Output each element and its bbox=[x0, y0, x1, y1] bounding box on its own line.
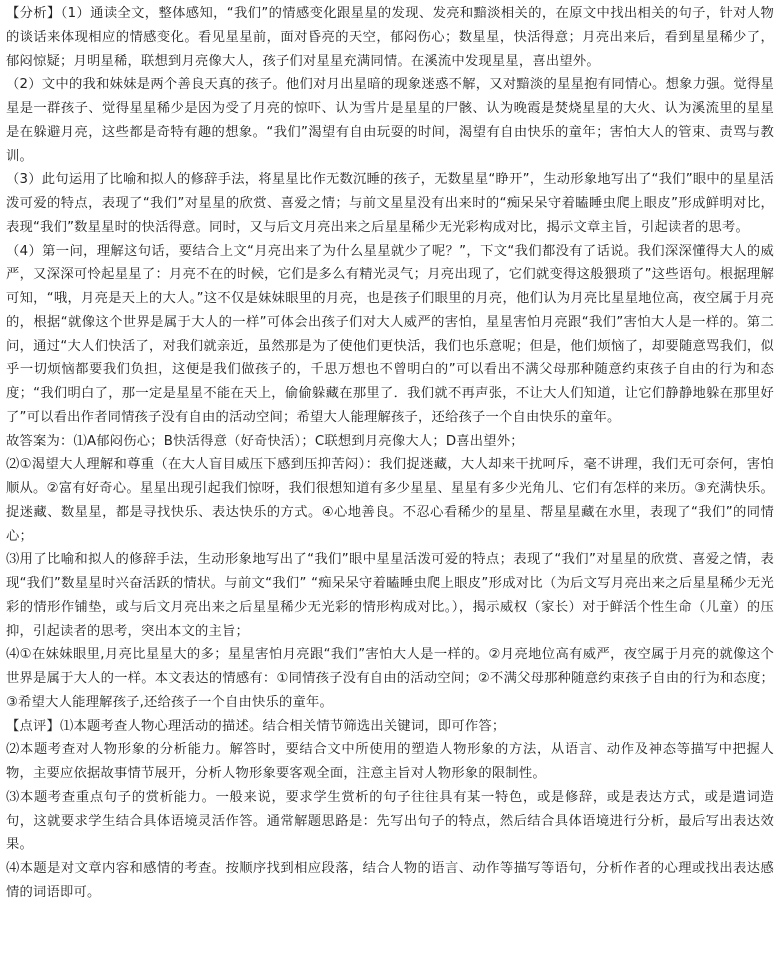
answer-part-4: ⑷①在妹妹眼里,月亮比星星大的多；星星害怕月亮跟“我们”害怕大人是一样的。②月亮地位高有威严，夜空属于月亮的就像这个世界是属于大人的一样。本文表达的情感有：①同情孩子没有自由的活动空间；②不满父母那种随意约束孩子自由的行为和态度；③希望大人能理解孩子,还给孩子一个自由快乐的童年。 bbox=[6, 647, 774, 710]
analysis-part-1: 【分析】（1）通读全文，整体感知，“我们”的情感变化跟星星的发现、发亮和黯淡相关的，在原文中找出相关的句子，针对人物的谈话来体现相应的情感变化。看见星星前，面对昏亮的天空，郁闷伤心；数星星，快活得意；月亮出来后，看到星星稀少了，郁闷惊疑；月明星稀，联想到月亮像大人，孩子们对星星充满同情。在溪流中发现星星，喜出望外。 bbox=[6, 6, 774, 69]
answer-part-1: 故答案为：⑴A郁闷伤心；B快活得意（好奇快活）；C联想到月亮像大人；D喜出望外； bbox=[6, 433, 524, 449]
analysis-part-3: （3）此句运用了比喻和拟人的修辞手法，将星星比作无数沉睡的孩子，无数星星“睁开”，生动形象地写出了“我们”眼中的星星活泼可爱的特点，表现了“我们”对星星的欣赏、喜爱之情；与前文星星没有出来时的“痴呆呆守着瞌睡虫爬上眼皮”形成鲜明对比，表现“我们”数星星时的快活得意。同时，又与后文月亮出来之后星星稀少无光彩构成对比，揭示文章主旨，引起读者的思考。 bbox=[6, 172, 774, 235]
analysis-part-4: （4）第一问，理解这句话，要结合上文“月亮出来了为什么星星就少了呢？”，下文“我们都没有了话说。我们深深懂得大人的威严，又深深可怜起星星了：月亮不在的时候，它们是多么有精光灵气；月亮出现了，它们就变得这般猥琐了”这些语句。根据理解可知，“哦，月亮是天上的大人。”这不仅是妹妹眼里的月亮，也是孩子们眼里的月亮，他们认为月亮比星星地位高，夜空属于月亮的，根据“就像这个世界是属于大人的一样”可体会出孩子们对大人威严的害怕，星星害怕月亮跟“我们”害怕大人是一样的。第二问，通过“大人们快活了，对我们就亲近，虽然那是为了使他们更快活，我们也乐意呢；但是，他们烦恼了，却要随意骂我们，似乎一切烦恼都要我们负担，这便是我们做孩子的，千思万想也不曾明白的”可以看出不满父母那种随意约束孩子自由的行为和态度；“我们明白了，那一定是星星不能在天上，偷偷躲藏在那里了．我们就不再声张，不让大人们知道，让它们静静地躲在那里好了”可以看出作者同情孩子没有自由的活动空间；希望大人能理解孩子，还给孩子一个自由快乐的童年。 bbox=[6, 243, 774, 425]
answer-part-3: ⑶用了比喻和拟人的修辞手法，生动形象地写出了“我们”眼中星星活泼可爱的特点；表现了“我们”对星星的欣赏、喜爱之情，表现“我们”数星星时兴奋活跃的情状。与前文“我们” “痴呆呆守着瞌睡虫爬上眼皮”形成对比（为后文写月亮出来之后星星稀少无光彩的情形作铺垫，或与后文月亮出来之后星星稀少无光彩的情形构成对比。），揭示威权（家长）对于鲜活个性生命（儿童）的压抑，引起读者的思考，突出本文的主旨； bbox=[6, 552, 774, 639]
comment-part-3: ⑶本题考查重点句子的赏析能力。一般来说，要求学生赏析的句子往往具有某一特色，或是修辞，或是表达方式，或是遣词造句，这就要求学生结合具体语境灵活作答。通常解题思路是：先写出句子的特点，然后结合具体语境进行分析，最后写出表达效果。 bbox=[6, 789, 774, 853]
comment-part-4: ⑷本题是对文章内容和感情的考查。按顺序找到相应段落，结合人物的语言、动作等描写等语句，分析作者的心理或找出表达感情的词语即可。 bbox=[6, 861, 774, 900]
analysis-part-2: （2）文中的我和妹妹是两个善良天真的孩子。他们对月出星暗的现象迷惑不解，又对黯淡的星星抱有同情心。想象力强。觉得星星是一群孩子、觉得星星稀少是因为受了月亮的惊吓、认为雪片是星星的尸骸、认为晚霞是焚烧星星的大火、认为溪流里的星星是在躲避月亮，这些都是奇特有趣的想象。“我们”渴望有自由玩耍的时间，渴望有自由快乐的童年；害怕大人的管束、责骂与教训。 bbox=[6, 77, 774, 164]
answer-part-2: ⑵①渴望大人理解和尊重（在大人盲目威压下感到压抑苦闷）：我们捉迷藏，大人却来干扰呵斥，毫不讲理，我们无可奈何，害怕顺从。②富有好奇心。星星出现引起我们惊呀，我们很想知道有多少星星、星星有多少光角儿、它们有怎样的来历。③充满快乐。捉迷藏、数星星，都是寻找快乐、表达快乐的方式。④心地善良。不忍心看稀少的星星、帮星星藏在水里，表现了“我们”的同情心； bbox=[6, 457, 774, 544]
comment-part-2: ⑵本题考查对人物形象的分析能力。解答时，要结合文中所使用的塑造人物形象的方法，从语言、动作及神态等描写中把握人物，主要应依据故事情节展开，分析人物形象要客观全面，注意主旨对人物形象的限制性。 bbox=[6, 742, 774, 781]
comment-part-1: 【点评】⑴本题考查人物心理活动的描述。结合相关情节筛选出关键词，即可作答； bbox=[6, 718, 506, 734]
